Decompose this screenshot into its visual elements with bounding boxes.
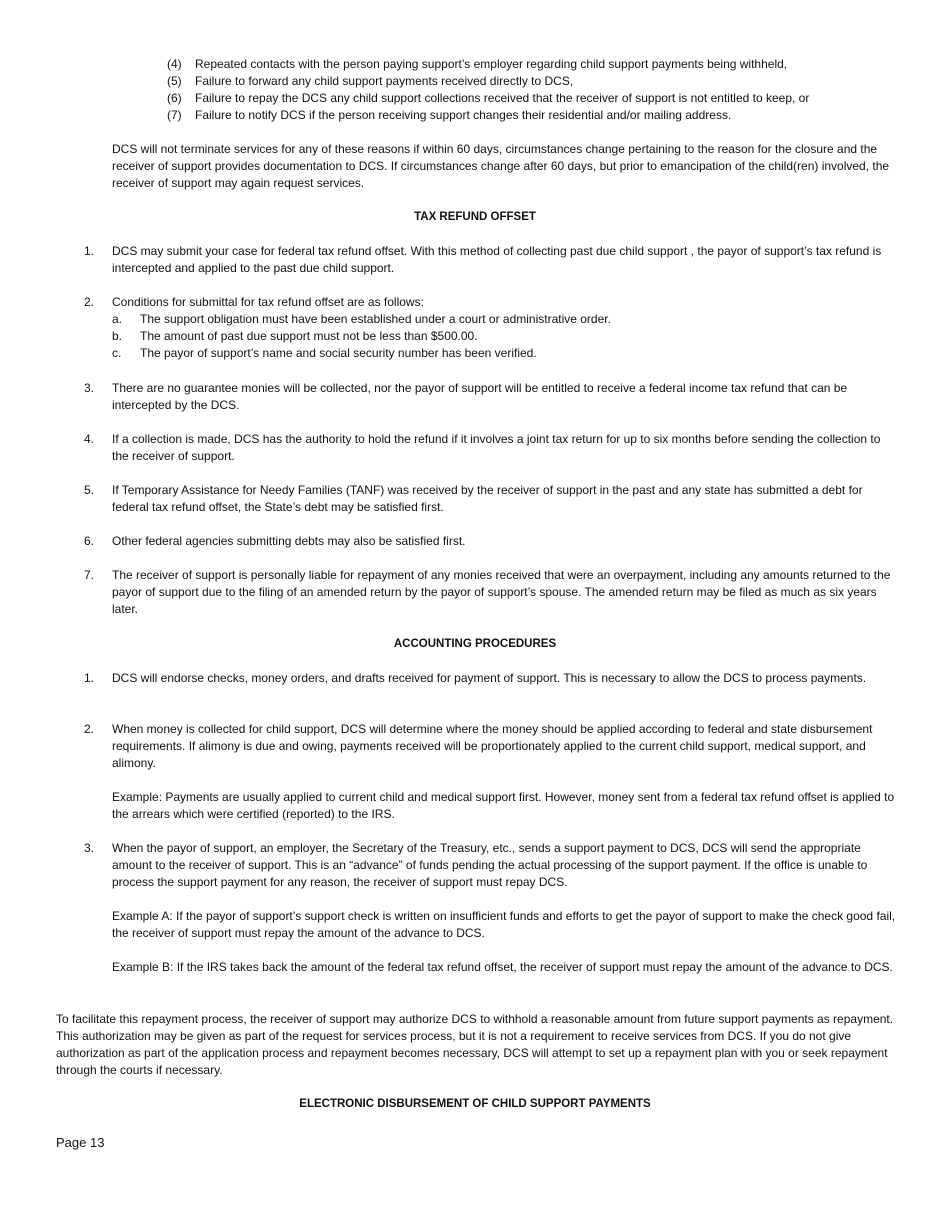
page-number: Page 13	[56, 1135, 105, 1150]
repayment-note-paragraph: To facilitate this repayment process, the receiver of support may authorize DCS to withhold a reasonable amount from future support payments as repayment. This authorization may be given as part of the request for services process, but it is not a requirement to receive services from DCS. If you do not give authorization as part of the application process and repayment becomes necessary, DCS will attempt to set up a repayment plan with you or seek repayment through the courts if necessary.	[56, 1012, 894, 1077]
accounting-item-2: 2. When money is collected for child support, DCS will determine where the money should be applied according to federal and state disbursement requirements. If alimony is due and owing, payments received will be proportionately applied to the current child support, medical support, and alimony. Example: Payments are usually applied to current child and medical support first. However, money sent from a federal tax refund offset is applied to the arrears which were certified (reported) to the IRS.	[84, 721, 899, 823]
tax-refund-item-3: 3. There are no guarantee monies will be collected, nor the payor of support will be entitled to receive a federal income tax refund that can be intercepted by the DCS.	[84, 381, 848, 412]
list-item: (6) Failure to repay the DCS any child support collections received that the receiver of support is not entitled to keep, or	[167, 91, 810, 105]
tax-refund-heading: TAX REFUND OFFSET	[414, 211, 536, 223]
list-item: (4) Repeated contacts with the person paying support’s employer regarding child support payments being withheld,	[167, 57, 788, 71]
list-item: (7) Failure to notify DCS if the person receiving support changes their residential and/or mailing address.	[167, 108, 732, 122]
closure-note-paragraph: DCS will not terminate services for any of these reasons if within 60 days, circumstances change pertaining to the reason for the closure and the receiver of support provides documentation to DCS. If circumstances change after 60 days, but prior to emancipation of the child(ren) involved, the receiver of support may again request services.	[112, 142, 890, 190]
tax-refund-item-1: 1. DCS may submit your case for federal tax refund offset. With this method of collecting past due child support , the payor of support’s tax refund is intercepted and applied to the past due child support.	[84, 244, 882, 275]
list-item: (5) Failure to forward any child support payments received directly to DCS,	[167, 74, 574, 88]
condition-item: b. The amount of past due support must not be less than $500.00.	[112, 329, 478, 343]
tax-refund-item-6: 6. Other federal agencies submitting debts may also be satisfied first.	[84, 534, 466, 548]
example-b-paragraph: Example B: If the IRS takes back the amount of the federal tax refund offset, the receiver of support must repay the amount of the advance to DCS.	[112, 960, 893, 974]
tax-refund-item-5: 5. If Temporary Assistance for Needy Families (TANF) was received by the receiver of support in the past and any state has submitted a debt for federal tax refund offset, the State’s debt may be satisfied first.	[84, 483, 863, 514]
condition-item: a. The support obligation must have been established under a court or administrative order.	[112, 312, 611, 326]
accounting-heading: ACCOUNTING PROCEDURES	[393, 638, 557, 650]
termination-reasons-list	[167, 56, 907, 124]
accounting-item-1: 1. DCS will endorse checks, money orders, and drafts received for payment of support. This is necessary to allow the DCS to process payments.	[84, 671, 867, 685]
tax-refund-item-4: 4. If a collection is made, DCS has the authority to hold the refund if it involves a joint tax return for up to six months before sending the collection to the receiver of support.	[84, 432, 881, 463]
electronic-disbursement-heading: ELECTRONIC DISBURSEMENT OF CHILD SUPPORT PAYMENTS	[299, 1098, 651, 1110]
tax-refund-item-7: 7. The receiver of support is personally liable for repayment of any monies received that were an overpayment, including any amounts returned to the payor of support due to the filing of an amended return by the payor of support’s spouse. The amended return may be filed as much as six years later.	[84, 568, 891, 616]
example-a-paragraph: Example A: If the payor of support’s support check is written on insufficient funds and efforts to get the payor of support to make the check good fail, the receiver of support must repay the amount of the advance to DCS.	[112, 909, 896, 940]
example-paragraph: Example: Payments are usually applied to current child and medical support first. However, money sent from a federal tax refund offset is applied to the arrears which were certified (reported) to the IRS.	[112, 790, 895, 821]
accounting-item-3: 3. When the payor of support, an employer, the Secretary of the Treasury, etc., sends a support payment to DCS, DCS will send the appropriate amount to the receiver of support. This is an “advance” of funds pending the actual processing of the support payment. If the office is unable to process the support payment for any reason, the receiver of support must repay DCS. Example A: If the payor of support’s support check is written on insufficient funds and efforts to get the payor of support to make the check good fail, the receiver of support must repay the amount of the advance to DCS. Example B: If the IRS takes back the amount of the federal tax refund offset, the receiver of support must repay the amount of the advance to DCS.	[84, 840, 899, 976]
tax-refund-item-2: 2. Conditions for submittal for tax refund offset are as follows: a. The support obligation must have been established under a court or administrative order. b. The amount of past due support must not be less than $500.00. c. The payor of support’s name and social security number has been verified.	[84, 294, 899, 362]
condition-item: c. The payor of support’s name and social security number has been verified.	[112, 346, 537, 360]
